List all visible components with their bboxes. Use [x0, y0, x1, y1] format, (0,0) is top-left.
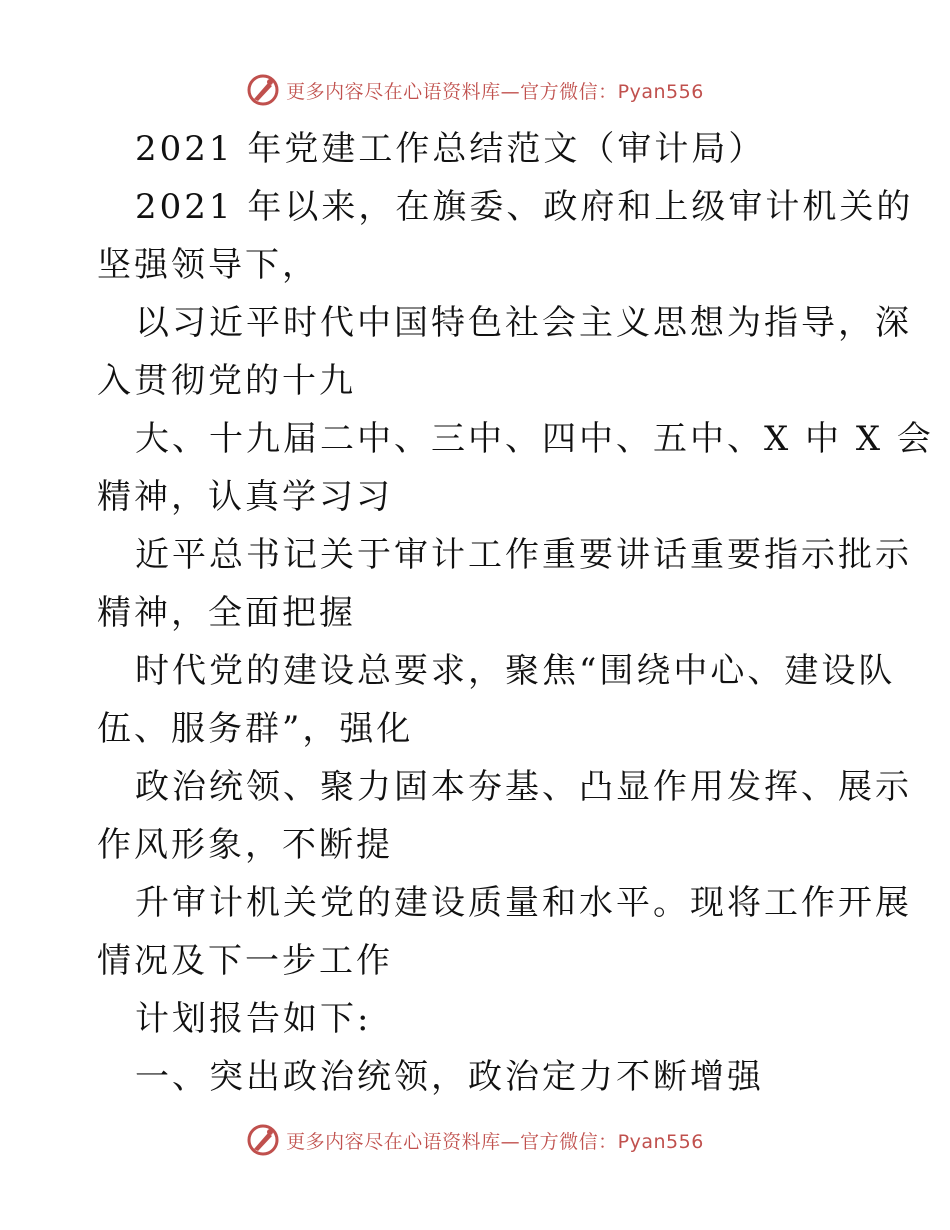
text-line: 大、十九届二中、三中、四中、五中、X 中 X 会: [135, 419, 934, 459]
text-line: 一、突出政治统领，政治定力不断增强: [135, 1057, 764, 1097]
text-line: 以习近平时代中国特色社会主义思想为指导，深: [135, 303, 912, 343]
pen-seal-icon: [246, 1123, 280, 1157]
text-line: 政治统领、聚力固本夯基、凸显作用发挥、展示: [135, 767, 912, 807]
text-line: 升审计机关党的建设质量和水平。现将工作开展: [135, 883, 912, 923]
text-line: 近平总书记关于审计工作重要讲话重要指示批示: [135, 535, 912, 575]
watermark-text: 更多内容尽在心语资料库—官方微信：Pyan556: [286, 1130, 704, 1153]
pen-seal-icon: [246, 73, 280, 107]
text-line: 时代党的建设总要求，聚焦“围绕中心、建设队: [135, 651, 896, 691]
text-line: 作风形象，不断提: [97, 825, 393, 865]
text-line: 2021 年党建工作总结范文（审计局）: [135, 129, 766, 169]
header-watermark: [0, 70, 950, 110]
text-line: 坚强领导下，: [97, 245, 319, 285]
document-body: [97, 120, 934, 1106]
text-line: 计划报告如下:: [135, 999, 372, 1039]
text-line: 精神，全面把握: [97, 593, 356, 633]
text-line: 情况及下一步工作: [97, 941, 393, 981]
text-line: 入贯彻党的十九: [97, 361, 356, 401]
text-line: 精神，认真学习习: [97, 477, 393, 517]
text-line: 2021 年以来，在旗委、政府和上级审计机关的: [135, 187, 914, 227]
watermark-text: 更多内容尽在心语资料库—官方微信：Pyan556: [286, 80, 704, 103]
text-line: 伍、服务群”，强化: [97, 709, 414, 749]
footer-watermark: [0, 1120, 950, 1160]
